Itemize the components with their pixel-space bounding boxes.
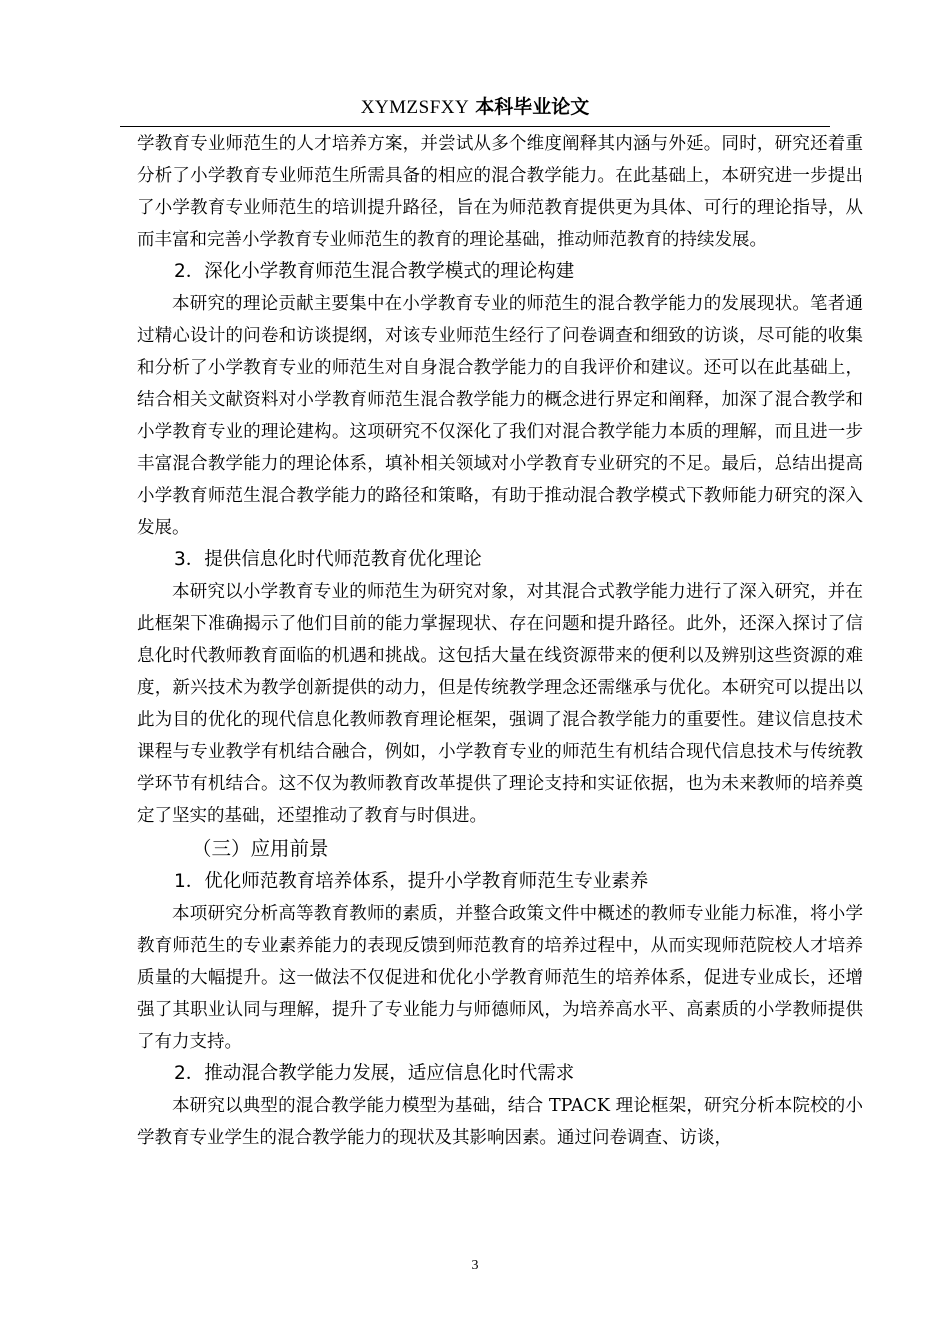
page-header bbox=[120, 92, 830, 127]
paragraph-3: 本研究以小学教育专业的师范生为研究对象，对其混合式教学能力进行了深入研究，并在此框架下准确揭示了他们目前的能力掌握现状、存在问题和提升路径。此外，还深入探讨了信息化时代教师教育面临的机遇和挑战。这包括大量在线资源带来的便利以及辨别这些资源的难度，新兴技术为教学创新提供的动力，但是传统教学理念还需继承与优化。本研究可以提出以此为目的优化的现代信息化教师教育理论框架，强调了混合教学能力的重要性。建议信息技术课程与专业教学有机结合融合，例如，小学教育专业的师范生有机结合现代信息技术与传统教学环节有机结合。这不仅为教师教育改革提供了理论支持和实证依据，也为未来教师的培养奠定了坚实的基础，还望推动了教育与时俱进。 bbox=[137, 582, 863, 826]
paragraph-4: 本项研究分析高等教育教师的素质，并整合政策文件中概述的教师专业能力标准，将小学教育师范生的专业素养能力的表现反馈到师范教育的培养过程中，从而实现师范院校人才培养质量的大幅提升。这一做法不仅促进和优化小学教育师范生的培养体系，促进专业成长，还增强了其职业认同与理解，提升了专业能力与师德师风，为培养高水平、高素质的小学教师提供了有力支持。 bbox=[137, 904, 863, 1052]
header-label: 本科毕业论文 bbox=[475, 96, 590, 118]
subheading-4: 1．优化师范教育培养体系，提升小学教育师范生专业素养 bbox=[174, 871, 649, 892]
document-body bbox=[137, 128, 863, 1154]
page-number: 3 bbox=[471, 1258, 479, 1273]
paragraph-continued: 学教育专业师范生的人才培养方案，并尝试从多个维度阐释其内涵与外延。同时，研究还着重分析了小学教育专业师范生所需具备的相应的混合教学能力。在此基础上，本研究进一步提出了小学教育专业师范生的培训提升路径，旨在为师范教育提供更为具体、可行的理论指导，从而丰富和完善小学教育专业师范生的教育的理论基础，推动师范教育的持续发展。 bbox=[137, 134, 863, 250]
subheading-3: 3．提供信息化时代师范教育优化理论 bbox=[174, 549, 482, 570]
subheading-5: 2．推动混合教学能力发展，适应信息化时代需求 bbox=[174, 1063, 575, 1084]
header-code: XYMZSFXY bbox=[360, 97, 470, 118]
paragraph-2: 本研究的理论贡献主要集中在小学教育专业的师范生的混合教学能力的发展现状。笔者通过精心设计的问卷和访谈提纲，对该专业师范生经行了问卷调查和细致的访谈，尽可能的收集和分析了小学教育专业的师范生对自身混合教学能力的自我评价和建议。还可以在此基础上，结合相关文献资料对小学教育师范生混合教学能力的概念进行界定和阐释，加深了混合教学和小学教育专业的理论建构。这项研究不仅深化了我们对混合教学能力本质的理解，而且进一步丰富混合教学能力的理论体系，填补相关领域对小学教育专业研究的不足。最后，总结出提高小学教育师范生混合教学能力的路径和策略，有助于推动混合教学模式下教师能力研究的深入发展。 bbox=[137, 294, 863, 538]
paragraph-5: 本研究以典型的混合教学能力模型为基础，结合 TPACK 理论框架，研究分析本院校的小学教育专业学生的混合教学能力的现状及其影响因素。通过问卷调查、访谈， bbox=[137, 1096, 863, 1148]
section-heading: （三）应用前景 bbox=[192, 837, 329, 860]
subheading-2: 2．深化小学教育师范生混合教学模式的理论构建 bbox=[174, 261, 575, 282]
